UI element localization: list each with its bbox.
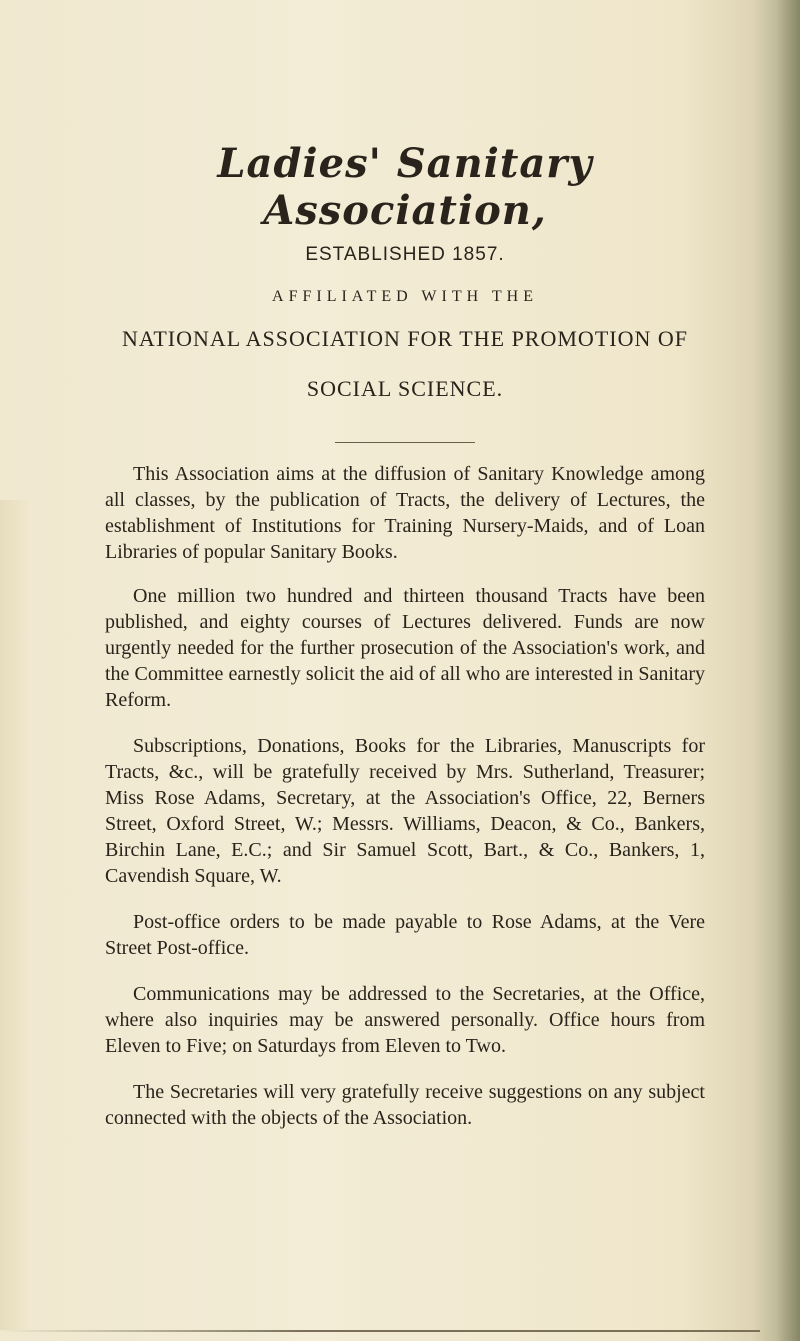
social-science-line: SOCIAL SCIENCE. [306, 376, 504, 401]
paragraph-progress: One million two hundred and thirteen thousand Tracts have been published, and eighty courses of Lectures delivered. Funds are now urgently needed for the further prosecution of the Association's work, and the Committee earnestly solicit the aid of all who are interested in Sanitary Reform. [105, 585, 705, 711]
document-body [105, 140, 705, 1131]
national-association-line: NATIONAL ASSOCIATION FOR THE PROMOTION OF [122, 326, 688, 351]
bottom-border [0, 1330, 760, 1332]
paragraph-post-office: Post-office orders to be made payable to Rose Adams, at the Vere Street Post-office. [105, 911, 705, 959]
paragraph-subscriptions: Subscriptions, Donations, Books for the Libraries, Manuscripts for Tracts, &c., will be gratefully received by Mrs. Sutherland, Treasurer; Miss Rose Adams, Secretary, at the Association's Office, 22, Berners Street, Oxford Street, W.; Messrs. Williams, Deacon, & Co., Bankers, Birchin Lane, E.C.; and Sir Samuel Scott, Bart., & Co., Bankers, 1, Cavendish Square, W. [105, 735, 705, 887]
paragraph-communications: Communications may be addressed to the Secretaries, at the Office, where also inquiries may be answered personally. Office hours from Eleven to Five; on Saturdays from Eleven to Two. [105, 983, 705, 1057]
divider [335, 442, 475, 443]
page-shadow [0, 500, 30, 1330]
paragraph-suggestions: The Secretaries will very gratefully receive suggestions on any subject connected with the objects of the Association. [105, 1081, 705, 1129]
page-edge [752, 0, 800, 1341]
affiliated-line: AFFILIATED WITH THE [272, 288, 538, 305]
paragraph-aims: This Association aims at the diffusion of Sanitary Knowledge among all classes, by the publication of Tracts, the delivery of Lectures, the establishment of Institutions for Training Nursery-Maids, and of Loan Libraries of popular Sanitary Books. [105, 463, 705, 563]
association-title: Ladies' Sanitary Association, [217, 140, 593, 234]
established-line: ESTABLISHED 1857. [305, 244, 505, 265]
